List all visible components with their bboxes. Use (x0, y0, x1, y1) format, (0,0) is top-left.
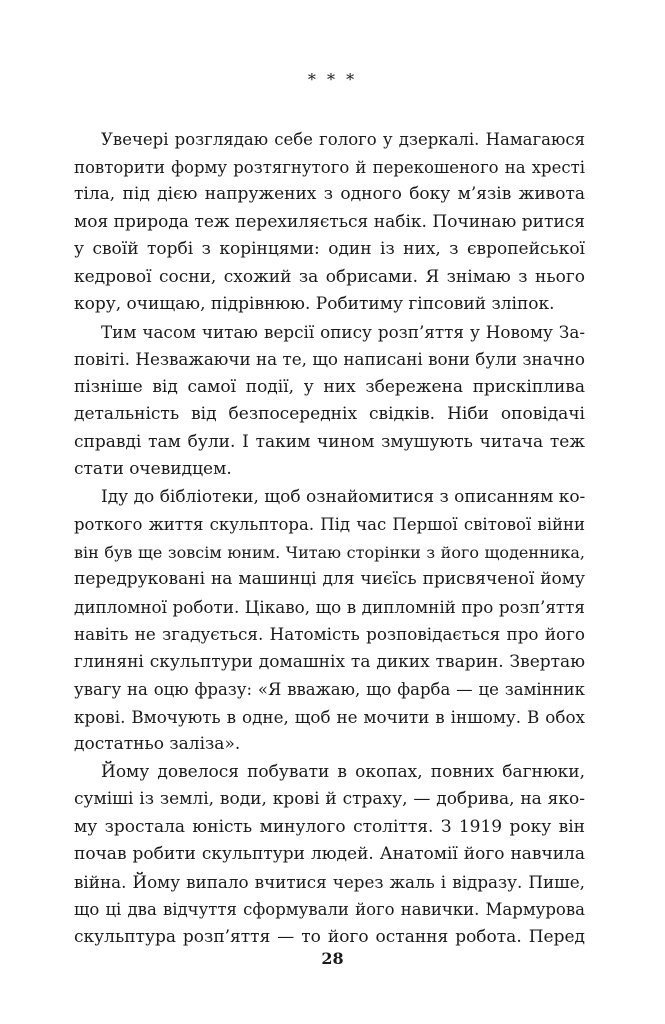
text-line: дипломної роботи. Цікаво, що в дипломній про розп’яття (74, 596, 585, 617)
paragraph (74, 126, 585, 319)
text-line: крові. Вмочують в одне, щоб не мочити в іншому. В обох (74, 706, 585, 727)
text-line: повіті. Незважаючи на те, що написані вони були значно (74, 349, 585, 369)
text-line: він був ще зовсім юним. Читаю сторінки з його щоденника, (74, 542, 585, 562)
text-line: роткого життя скульптора. Під час Першої світової війни (74, 515, 585, 534)
text-line: глиняні скульптури домашніх та диких тварин. Звертаю (74, 651, 585, 672)
text-line: війна. Йому випало вчитися через жаль і відразу. Пише, (74, 871, 585, 892)
text-line: му зростала юність минулого століття. З 1919 року він (74, 816, 585, 837)
text-line: Увечері розглядаю себе голого у дзеркалі. Намагаюся (101, 130, 585, 149)
text-line: достатньо заліза». (74, 734, 241, 754)
text-line: передруковані на машинці для чиєїсь присвяченої йому (74, 569, 585, 589)
text-line: пізніше від самої події, у них збережена прискіплива (74, 376, 585, 397)
text-line: навіть не згадується. Натомість розповідається про його (74, 624, 585, 644)
paragraph (74, 484, 585, 759)
text-line: суміші із землі, води, крові й страху, — добрива, на яко- (74, 789, 585, 809)
text-line: тіла, під дією напружених з одного боку м’язів живота (74, 184, 585, 204)
text-line: моя природа теж перехиляється набік. Починаю ритися (74, 211, 585, 232)
text-line: почав робити скульптури людей. Анатомії його навчила (74, 844, 585, 864)
text-line: стати очевидцем. (74, 459, 232, 479)
text-line: що ці два відчуття сформували його навички. Мармурова (74, 900, 585, 919)
text-line: повторити форму розтягнутого й перекошеного на хресті (74, 157, 585, 177)
text-line: скульптура розп’яття — то його остання робота. Перед (74, 926, 585, 947)
text-line: Іду до бібліотеки, щоб ознайомитися з описанням ко- (101, 486, 585, 507)
text-line: кору, очищаю, підрівнюю. Робитиму гіпсовий зліпок. (74, 294, 555, 314)
paragraph (74, 319, 585, 484)
text-line: справді там були. І таким чином змушують читача теж (74, 431, 585, 452)
page-number: 28 (321, 949, 344, 968)
text-line: Йому довелося побувати в окопах, повних багнюки, (101, 761, 585, 782)
body-text (74, 126, 585, 951)
text-line: увагу на оцю фразу: «Я вважаю, що фарба — це замінник (74, 680, 585, 699)
text-line: кедрової сосни, схожий за обрисами. Я знімаю з нього (74, 266, 585, 287)
paragraph (74, 759, 585, 952)
text-line: детальність від безпосередніх свідків. Ніби оповідачі (74, 404, 585, 424)
text-line: у своїй торбі з корінцями: один із них, з європейської (74, 239, 585, 259)
text-line: Тим часом читаю версії опису розп’яття у Новому За- (101, 321, 585, 342)
section-separator: * * * (307, 70, 358, 89)
